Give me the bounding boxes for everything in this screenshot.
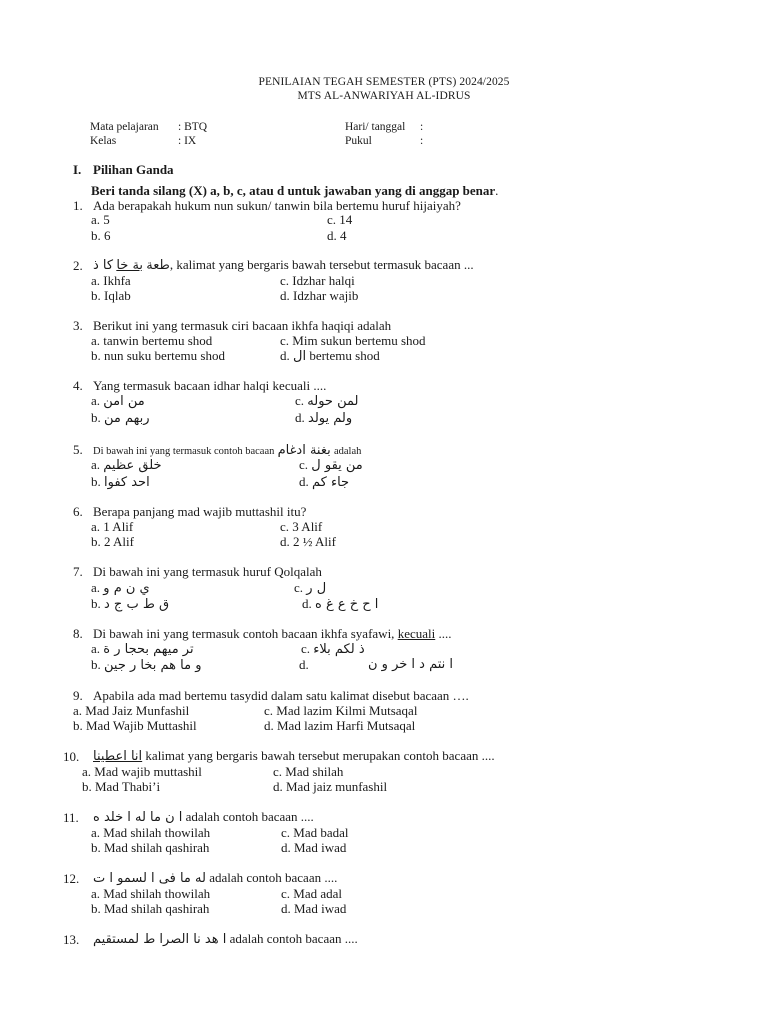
q10-option-a: a. Mad wajib muttashil — [82, 764, 202, 779]
q3-num: 3. — [73, 318, 83, 333]
q9-text: Apabila ada mad bertemu tasydid dalam satu kalimat disebut bacaan …. — [93, 688, 469, 703]
q8-text: Di bawah ini yang termasuk contoh bacaan ikhfa syafawi, — [93, 626, 395, 641]
q6-text: Berapa panjang mad wajib muttashil itu? — [93, 504, 307, 519]
q4-b-arabic: ربهم من — [104, 411, 150, 426]
pukul-value: : — [420, 135, 424, 147]
q1-num: 1. — [73, 198, 83, 213]
q11-option-a: a. Mad shilah thowilah — [91, 825, 211, 840]
q5-option-c — [299, 457, 363, 473]
q12-option-d: d. Mad iwad — [281, 901, 347, 916]
q7-a-arabic: ي ن م و — [103, 581, 150, 596]
q1-option-a: a. 5 — [91, 212, 110, 227]
q5-arabic: بغنة ادغام — [277, 443, 331, 458]
q8-option-a — [91, 641, 194, 657]
q11-line — [93, 809, 314, 825]
q8-option-d-label: d. — [299, 657, 309, 672]
mapel-label: Mata pelajaran — [90, 121, 159, 133]
q4-a-arabic: من امن — [103, 394, 145, 409]
q7-num: 7. — [73, 564, 83, 579]
q1-option-b: b. 6 — [91, 228, 111, 243]
q7-option-b — [91, 596, 169, 612]
q8-a-arabic: تر ميهم بحجا ر ة — [103, 642, 194, 657]
q7-text: Di bawah ini yang termasuk huruf Qolqalah — [93, 564, 322, 579]
q7-a-label: a. — [91, 580, 101, 595]
q11-option-c: c. Mad badal — [281, 825, 349, 840]
q12-arabic: له ما فى ا لسمو ا ت — [93, 871, 206, 886]
q10-num: 10. — [63, 749, 80, 764]
q8-num: 8. — [73, 626, 83, 641]
q12-option-b: b. Mad shilah qashirah — [91, 901, 210, 916]
q3-d-suffix: bertemu shod — [309, 348, 380, 363]
q5-option-b — [91, 474, 150, 490]
q8-line — [93, 626, 451, 641]
q8-text2: .... — [438, 626, 452, 641]
q2-ar-1: طعة — [146, 258, 170, 273]
q4-b-label: b. — [91, 410, 101, 425]
q6-option-a: a. 1 Alif — [91, 519, 134, 534]
q8-d-arabic: ا نتم د ا خر و ن — [368, 657, 454, 672]
q4-option-d — [295, 410, 352, 426]
q4-d-label: d. — [295, 410, 305, 425]
q3-option-b: b. nun suku bertemu shod — [91, 348, 225, 363]
q9-option-c: c. Mad lazim Kilmi Mutsaqal — [264, 703, 418, 718]
q2-line — [93, 257, 474, 273]
q11-text: adalah contoh bacaan .... — [185, 809, 314, 824]
q3-d-arabic: ال — [293, 349, 307, 364]
q12-num: 12. — [63, 871, 80, 886]
q8-a-label: a. — [91, 641, 101, 656]
q13-num: 13. — [63, 932, 80, 947]
q5-a-arabic: خلق عظيم — [103, 458, 162, 473]
q6-option-d: d. 2 ½ Alif — [280, 534, 336, 549]
q8-c-arabic: ذ لكم بلاء — [313, 642, 365, 657]
q13-arabic: ا هد نا الصرا ط لمستقيم — [93, 932, 227, 947]
q8-option-c — [301, 641, 365, 657]
q12-line — [93, 870, 337, 886]
q5-option-a — [91, 457, 162, 473]
q4-d-arabic: ولم يولد — [308, 411, 353, 426]
q7-b-arabic: ق ط ب ج د — [104, 597, 170, 612]
q8-underlined: kecuali — [397, 626, 436, 641]
q1-option-c: c. 14 — [327, 212, 353, 227]
q4-option-b — [91, 410, 150, 426]
q7-option-d — [302, 596, 378, 612]
section-title: Pilihan Ganda — [93, 162, 174, 177]
q1-text: Ada berapakah hukum nun sukun/ tanwin bila bertemu huruf hijaiyah? — [93, 198, 461, 213]
q4-option-c — [295, 393, 358, 409]
q4-c-label: c. — [295, 393, 305, 408]
q8-option-b — [91, 657, 201, 673]
q7-d-label: d. — [302, 596, 312, 611]
q2-text: , kalimat yang bergaris bawah tersebut termasuk bacaan ... — [169, 257, 474, 272]
q10-option-b: b. Mad Thabi’i — [82, 779, 161, 794]
q4-c-arabic: لمن حوله — [307, 394, 359, 409]
q7-c-arabic: ل ر — [306, 581, 327, 596]
q8-b-arabic: و ما هم بخا ر جين — [104, 658, 202, 673]
q2-option-b: b. Iqlab — [91, 288, 131, 303]
q2-option-c: c. Idzhar halqi — [280, 273, 355, 288]
q2-option-a: a. Ikhfa — [91, 273, 131, 288]
q13-text: adalah contoh bacaan .... — [229, 931, 358, 946]
q5-d-label: d. — [299, 474, 309, 489]
q4-a-label: a. — [91, 393, 101, 408]
q12-option-c: c. Mad adal — [281, 886, 343, 901]
school-name: MTS AL-ANWARIYAH AL-IDRUS — [297, 90, 471, 102]
q3-option-d — [280, 348, 380, 364]
q4-num: 4. — [73, 378, 83, 393]
q2-ar-underlined: بة خا — [116, 258, 144, 273]
q8-c-label: c. — [301, 641, 311, 656]
q3-option-a: a. tanwin bertemu shod — [91, 333, 213, 348]
q9-option-a: a. Mad Jaiz Munfashil — [73, 703, 190, 718]
q2-num: 2. — [73, 258, 83, 273]
q3-text: Berikut ini yang termasuk ciri bacaan ikhfa haqiqi adalah — [93, 318, 392, 333]
q8-b-label: b. — [91, 657, 101, 672]
exam-title: PENILAIAN TEGAH SEMESTER (PTS) 2024/2025 — [258, 76, 510, 88]
q10-arabic: انا اعطينا — [93, 749, 143, 764]
q11-arabic: ا ن ما له ا خلد ه — [93, 810, 183, 825]
q6-option-b: b. 2 Alif — [91, 534, 134, 549]
q11-option-b: b. Mad shilah qashirah — [91, 840, 210, 855]
q11-option-d: d. Mad iwad — [281, 840, 347, 855]
pukul-label: Pukul — [345, 135, 372, 147]
q5-b-label: b. — [91, 474, 101, 489]
q3-option-c: c. Mim sukun bertemu shod — [280, 333, 426, 348]
q5-num: 5. — [73, 442, 83, 457]
q1-option-d: d. 4 — [327, 228, 347, 243]
kelas-label: Kelas — [90, 135, 117, 147]
q3-d-prefix: d. — [280, 348, 290, 363]
q7-option-c — [294, 580, 326, 596]
q5-text2: adalah — [333, 446, 362, 457]
q5-c-arabic: من يقو ل — [311, 458, 363, 473]
q12-option-a: a. Mad shilah thowilah — [91, 886, 211, 901]
q9-option-b: b. Mad Wajib Muttashil — [73, 718, 197, 733]
q10-line — [93, 748, 495, 764]
q9-num: 9. — [73, 688, 83, 703]
q9-option-d: d. Mad lazim Harfi Mutsaqal — [264, 718, 416, 733]
q7-b-label: b. — [91, 596, 101, 611]
q2-ar-2: كا ذ — [93, 258, 114, 273]
q10-option-d: d. Mad jaiz munfashil — [273, 779, 388, 794]
mapel-value: : BTQ — [178, 121, 208, 133]
q7-d-arabic: ا ح خ ع غ ه — [315, 597, 379, 612]
q5-c-label: c. — [299, 457, 309, 472]
instruction-text: Beri tanda silang (X) a, b, c, atau d untuk jawaban yang di anggap benar — [91, 183, 496, 198]
q2-option-d: d. Idzhar wajib — [280, 288, 359, 303]
q7-option-a — [91, 580, 150, 596]
q6-num: 6. — [73, 504, 83, 519]
q4-option-a — [91, 393, 145, 409]
q12-text: adalah contoh bacaan .... — [209, 870, 338, 885]
q4-text: Yang termasuk bacaan idhar halqi kecuali .... — [93, 378, 327, 393]
q5-option-d — [299, 474, 349, 490]
instruction — [91, 183, 498, 198]
q5-d-arabic: جاء كم — [312, 475, 350, 490]
section-number: I. — [73, 162, 82, 177]
q5-text: Di bawah ini yang termasuk contoh bacaan — [93, 446, 275, 457]
q5-b-arabic: احد كفوا — [104, 475, 150, 490]
q6-option-c: c. 3 Alif — [280, 519, 323, 534]
q10-option-c: c. Mad shilah — [273, 764, 344, 779]
hari-value: : — [420, 121, 424, 133]
q13-line — [93, 931, 358, 947]
q11-num: 11. — [63, 810, 79, 825]
q5-a-label: a. — [91, 457, 101, 472]
q7-c-label: c. — [294, 580, 304, 595]
instruction-end: . — [495, 183, 499, 198]
hari-label: Hari/ tanggal — [345, 121, 406, 133]
q10-text: kalimat yang bergaris bawah tersebut merupakan contoh bacaan .... — [145, 748, 495, 763]
kelas-value: : IX — [178, 135, 197, 147]
